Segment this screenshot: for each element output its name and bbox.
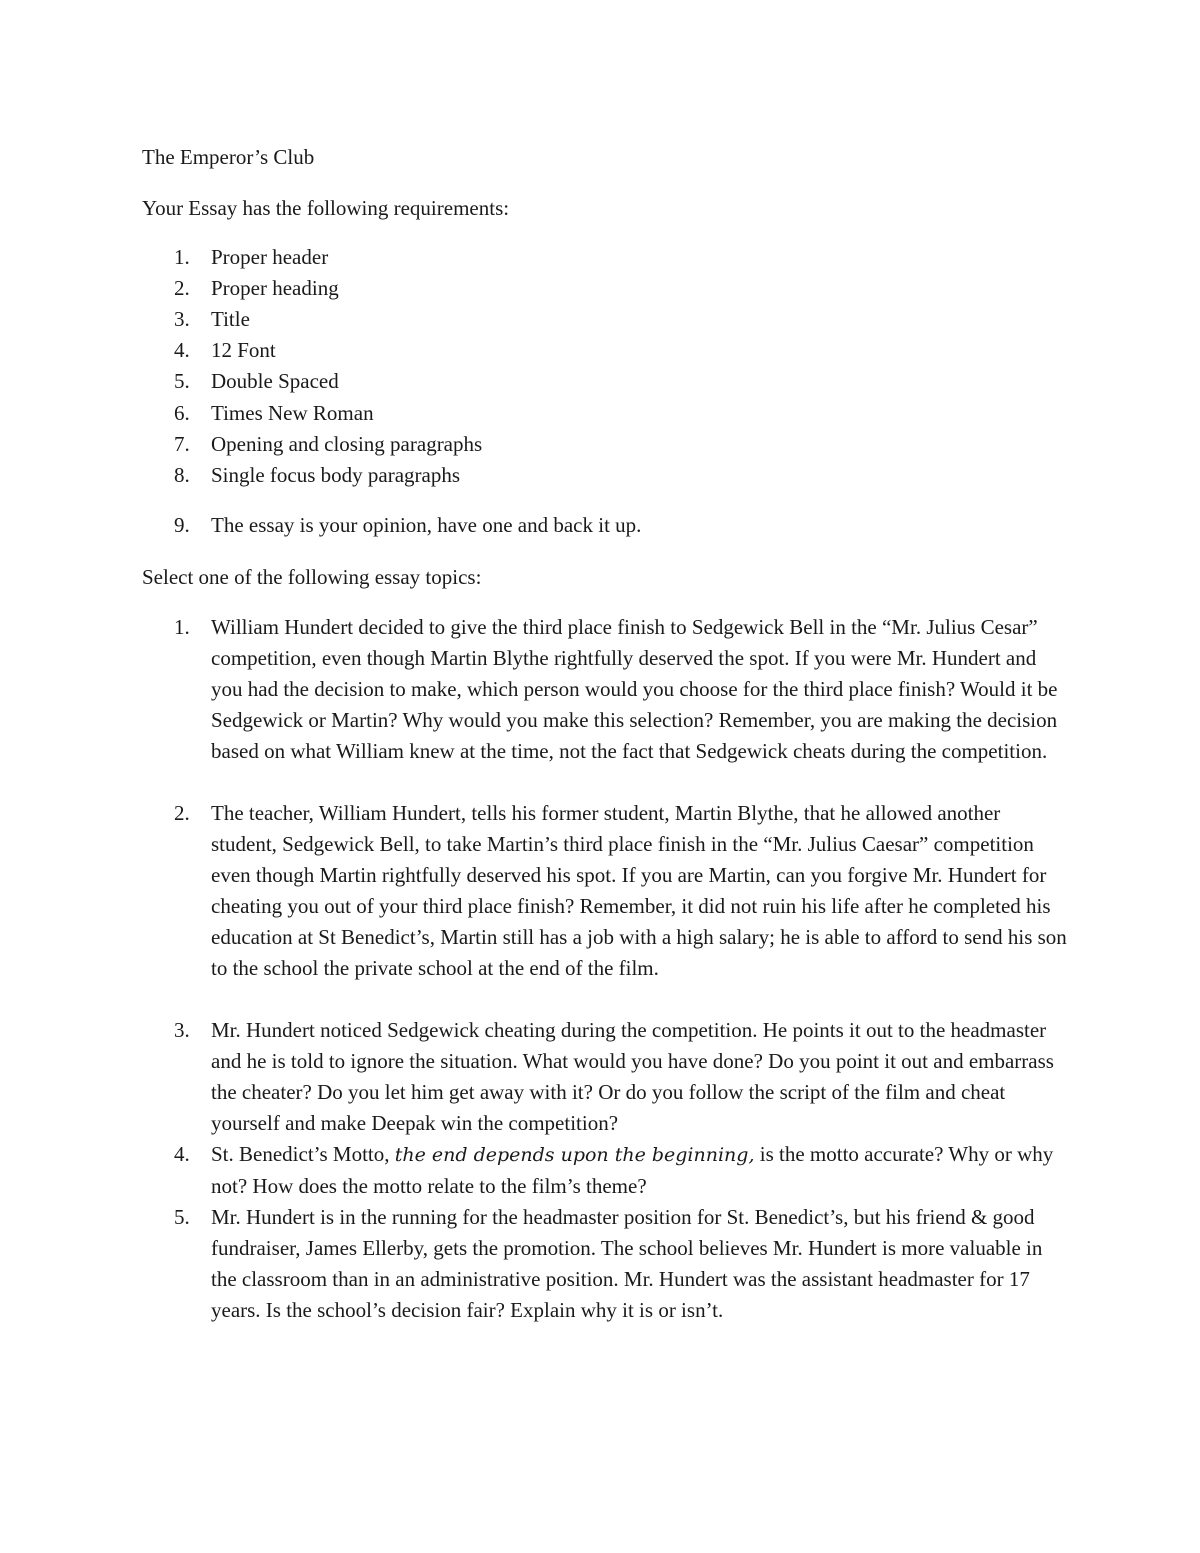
list-item-number: 6. bbox=[174, 401, 190, 425]
list-item-text: The teacher, William Hundert, tells his former student, Martin Blythe, that he allowed another student, Sedgewick Bell, to take Martin’s third place finish in the “Mr. Julius Caesar” competition even though Martin rightfully deserved his spot. If you are Martin, can you forgive Mr. Hundert for cheating you out of your third place finish? Remember, it did not ruin his life after he completed his education at St Benedict’s, Martin still has a job with a high salary; he is able to afford to send his son to the school the private school at the end of the film. bbox=[211, 801, 1067, 980]
list-item-text: Double Spaced bbox=[211, 369, 339, 393]
list-item-number: 3. bbox=[174, 307, 190, 331]
list-item-number: 2. bbox=[174, 801, 190, 825]
topics-intro: Select one of the following essay topics: bbox=[142, 565, 482, 589]
list-item-number: 9. bbox=[174, 513, 190, 537]
motto-text: the end depends upon the beginning, bbox=[394, 1144, 755, 1166]
list-item-number: 8. bbox=[174, 463, 190, 487]
list-item-text bbox=[211, 1139, 1071, 1202]
list-item-text: Mr. Hundert is in the running for the headmaster position for St. Benedict’s, but his friend & good fundraiser, James Ellerby, gets the promotion. The school believes Mr. Hundert is more valuable in the classroom than in an administrative position. Mr. Hundert was the assistant headmaster for 17 years. Is the school’s decision fair? Explain why it is or isn’t. bbox=[211, 1205, 1043, 1322]
list-item-number: 4. bbox=[174, 338, 190, 362]
list-item-text: Mr. Hundert noticed Sedgewick cheating during the competition. He points it out to the headmaster and he is told to ignore the situation. What would you have done? Do you point it out and embarrass the cheater? Do you let him get away with it? Or do you follow the script of the film and cheat yourself and make Deepak win the competition? bbox=[211, 1018, 1054, 1135]
list-item-text: Times New Roman bbox=[211, 401, 374, 425]
list-item-number: 5. bbox=[174, 369, 190, 393]
list-item-text: The essay is your opinion, have one and back it up. bbox=[211, 513, 642, 537]
list-item-text: Title bbox=[211, 307, 250, 331]
list-item-number: 4. bbox=[174, 1142, 190, 1166]
list-item-text: William Hundert decided to give the third place finish to Sedgewick Bell in the “Mr. Julius Cesar” competition, even though Martin Blythe rightfully deserved the spot. If you were Mr. Hundert and you had the decision to make, which person would you choose for the third place finish? Would it be Sedgewick or Martin? Why would you make this selection? Remember, you are making the decision based on what William knew at the time, not the fact that Sedgewick cheats during the competition. bbox=[211, 615, 1058, 763]
list-item-number: 3. bbox=[174, 1018, 190, 1042]
list-item-text: Proper header bbox=[211, 245, 329, 269]
document-title: The Emperor’s Club bbox=[142, 145, 315, 169]
list-item-number: 7. bbox=[174, 432, 190, 456]
list-item-text: Opening and closing paragraphs bbox=[211, 432, 483, 456]
list-item-number: 2. bbox=[174, 276, 190, 300]
motto-suffix: is the motto accurate? Why or why not? How does the motto relate to the film’s theme? bbox=[211, 1142, 1054, 1198]
motto-prefix: St. Benedict’s Motto, bbox=[211, 1142, 395, 1166]
requirements-intro: Your Essay has the following requirements: bbox=[142, 196, 510, 220]
list-item-number: 1. bbox=[174, 245, 190, 269]
list-item-text: Proper heading bbox=[211, 276, 339, 300]
list-item-text: Single focus body paragraphs bbox=[211, 463, 461, 487]
list-item-text: 12 Font bbox=[211, 338, 276, 362]
list-item-number: 1. bbox=[174, 615, 190, 639]
list-item-number: 5. bbox=[174, 1205, 190, 1229]
